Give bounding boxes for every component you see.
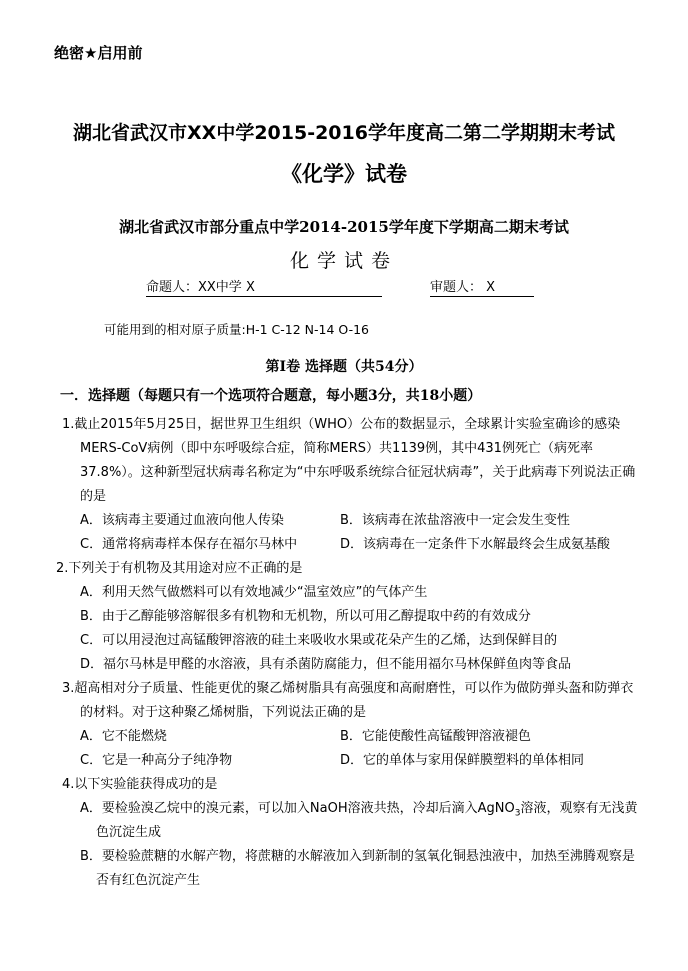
option-b: B．由于乙醇能够溶解很多有机物和无机物，所以可用乙醇提取中药的有效成分 (80, 609, 531, 624)
atomic-masses: 可能用到的相对原子质量:H-1 C-12 N-14 O-16 (104, 322, 370, 337)
option-a: A．该病毒主要通过血液向他人传染 (80, 513, 284, 528)
question-stem: 1.截止2015年5月25日，据世界卫生组织（WHO）公布的数据显示，全球累计实验室确诊的感染MERS-CoV病例（即中东呼吸综合症，简称MERS）共1139例，其中431例死亡（病死率37.8%）。这种新型冠状病毒名称定为“中东呼吸系统综合征冠状病毒”，关于此病毒下列说法正确的是 (62, 417, 636, 504)
option-row (56, 725, 640, 749)
part-title: 一．选择题（每题只有一个选项符合题意，每小题3分，共18小题） (60, 388, 482, 404)
subject-title: 化学试卷 (289, 250, 398, 272)
section-title: 第Ⅰ卷 选择题（共54分） (265, 359, 423, 375)
option-a: A．利用天然气做燃料可以有效地减少“温室效应”的气体产生 (80, 585, 428, 600)
question-stem: 2.下列关于有机物及其用途对应不正确的是 (56, 561, 303, 576)
option-a-text-1: A．要检验溴乙烷中的溴元素，可以加入NaOH溶液共热，冷却后滴入AgNO (80, 801, 515, 816)
authors-line (146, 279, 536, 297)
option-d: D．它的单体与家用保鲜膜塑料的单体相同 (340, 753, 585, 768)
question-2 (56, 557, 640, 677)
option-a-text-2: 溶液，观察有无浅黄色沉淀生成 (96, 801, 638, 840)
option-row (56, 749, 640, 773)
question-1 (56, 413, 640, 557)
question-4 (56, 773, 640, 893)
question-3 (56, 677, 640, 773)
option-row (56, 509, 640, 533)
confidential-label: 绝密★启用前 (54, 44, 143, 62)
option-a-subscript: 3 (514, 808, 521, 819)
school-title: 湖北省武汉市部分重点中学2014-2015学年度下学期高二期末考试 (119, 218, 569, 236)
question-reviewer: 审题人： X (430, 279, 534, 297)
option-row (56, 533, 640, 557)
option-a (56, 797, 640, 845)
question-stem: 3.超高相对分子质量、性能更优的聚乙烯树脂具有高强度和高耐磨性，可以作为做防弹头盔和防弹衣的材料。对于这种聚乙烯树脂，下列说法正确的是 (62, 681, 634, 720)
option-b: B．要检验蔗糖的水解产物，将蔗糖的水解液加入到新制的氢氧化铜悬浊液中，加热至沸腾观察是否有红色沉淀产生 (80, 849, 635, 888)
option-a: A．它不能燃烧 (80, 729, 167, 744)
questions-list (56, 413, 640, 893)
option-c: C．可以用浸泡过高锰酸钾溶液的硅土来吸收水果或花朵产生的乙烯，达到保鲜目的 (80, 633, 558, 648)
exam-title: 湖北省武汉市XX中学2015-2016学年度高二第二学期期末考试 (73, 122, 615, 144)
option-b: B．它能使酸性高锰酸钾溶液褪色 (340, 729, 531, 744)
option-b: B．该病毒在浓盐溶液中一定会发生变性 (340, 513, 570, 528)
option-d: D．该病毒在一定条件下水解最终会生成氨基酸 (340, 537, 611, 552)
option-d: D．福尔马林是甲醛的水溶液，具有杀菌防腐能力，但不能用福尔马林保鲜鱼肉等食品 (80, 657, 572, 672)
option-c: C．它是一种高分子纯净物 (80, 753, 233, 768)
question-setter: 命题人：XX中学 X (146, 279, 382, 297)
exam-subtitle: 《化学》试卷 (281, 162, 407, 186)
question-stem: 4.以下实验能获得成功的是 (62, 777, 218, 792)
option-c: C．通常将病毒样本保存在福尔马林中 (80, 537, 298, 552)
